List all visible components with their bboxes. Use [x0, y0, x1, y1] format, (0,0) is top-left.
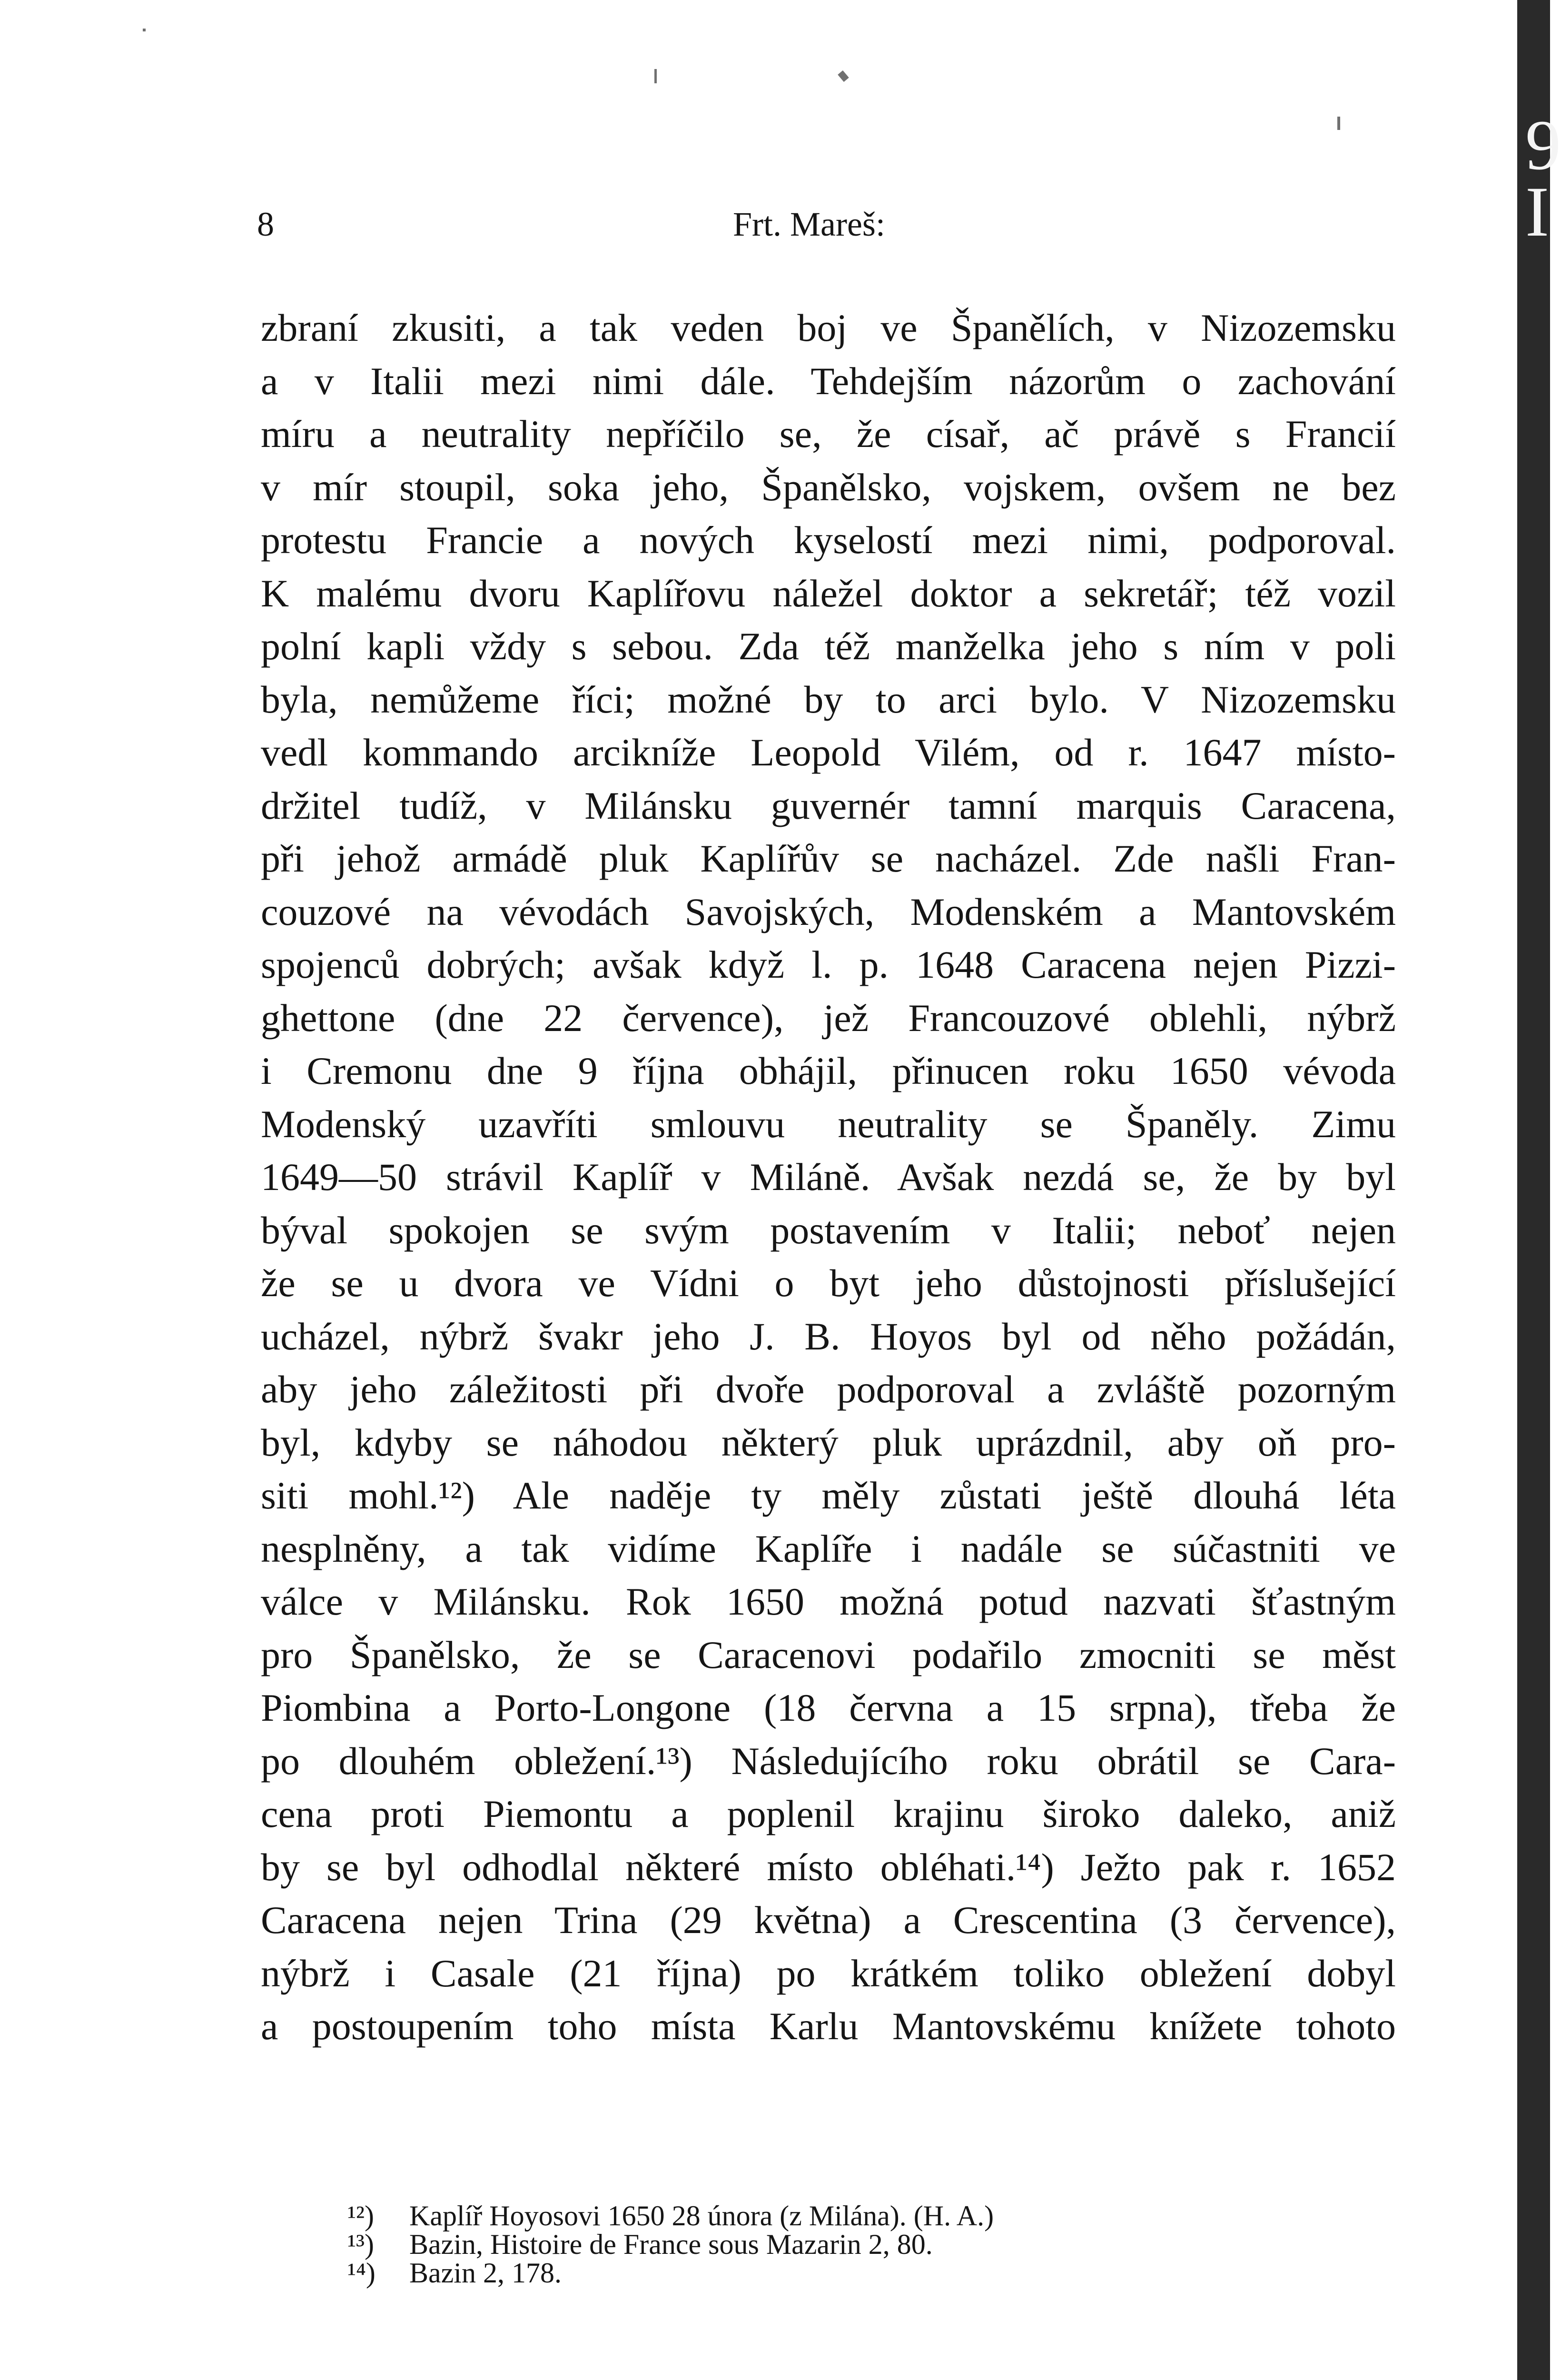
scan-speck	[143, 29, 146, 31]
footnote-text: Bazin, Histoire de France sous Mazarin 2, 80.	[409, 2229, 933, 2260]
body-text	[261, 301, 1396, 2053]
footnote	[347, 2259, 1394, 2287]
scan-speck	[1337, 117, 1340, 130]
page-number: 8	[257, 205, 274, 243]
footnote-mark: ¹⁴)	[347, 2257, 375, 2289]
footnote-text: Bazin 2, 178.	[409, 2257, 562, 2289]
text-line: aby jeho záležitosti při dvoře podporoval a zvláště pozorným	[261, 1368, 1396, 1411]
text-line: nýbrž i Casale (21 října) po krátkém toliko obležení dobyl	[261, 1951, 1396, 1995]
text-line: po dlouhém obležení.¹³) Následujícího roku obrátil se Cara-	[261, 1739, 1396, 1783]
footnote	[347, 2202, 1394, 2230]
scan-speck	[654, 69, 657, 83]
text-line: spojenců dobrých; avšak když l. p. 1648 Caracena nejen Pizzi-	[261, 943, 1396, 986]
text-line: a postoupením toho místa Karlu Mantovskému knížete tohoto	[261, 2004, 1396, 2048]
text-line: protestu Francie a nových kyselostí mezi nimi, podporoval.	[261, 518, 1396, 562]
text-line: při jehož armádě pluk Kaplířův se nacházel. Zde našli Fran-	[261, 837, 1396, 880]
text-line: i Cremonu dne 9 října obhájil, přinucen roku 1650 vévoda	[261, 1049, 1396, 1092]
text-line: Piombina a Porto-Longone (18 června a 15 srpna), třeba že	[261, 1686, 1396, 1729]
text-line: byla, nemůžeme říci; možné by to arci bylo. V Nizozemsku	[261, 677, 1396, 721]
text-line: v mír stoupil, soka jeho, Španělsko, vojskem, ovšem ne bez	[261, 465, 1396, 509]
footnote-mark: ¹³)	[347, 2229, 374, 2260]
footnote	[347, 2230, 1394, 2259]
text-line: 1649—50 strávil Kaplíř v Miláně. Avšak nezdá se, že by byl	[261, 1155, 1396, 1199]
scan-speck	[838, 70, 849, 82]
text-line: polní kapli vždy s sebou. Zda též manželka jeho s ním v poli	[261, 625, 1396, 668]
text-line: byl, kdyby se náhodou některý pluk uprázdnil, aby oň pro-	[261, 1420, 1396, 1464]
edge-glyph: 9	[1525, 106, 1561, 185]
running-title: Frt. Mareš:	[733, 205, 885, 243]
text-line: Caracena nejen Trina (29 května) a Crescentina (3 července),	[261, 1898, 1396, 1942]
page-header	[257, 205, 1399, 262]
text-line: nesplněny, a tak vidíme Kaplíře i nadále se súčastniti ve	[261, 1527, 1396, 1570]
text-line: couzové na vévodách Savojských, Modenském a Mantovském	[261, 890, 1396, 933]
footnotes	[347, 2202, 1394, 2287]
text-line: zbraní zkusiti, a tak veden boj ve Španělích, v Nizozemsku	[261, 306, 1396, 349]
text-line: cena proti Piemontu a poplenil krajinu široko daleko, aniž	[261, 1792, 1396, 1835]
text-line: držitel tudíž, v Milánsku guvernér tamní marquis Caracena,	[261, 783, 1396, 827]
adjacent-page-edge	[1517, 0, 1550, 2380]
text-line: Modenský uzavříti smlouvu neutrality se Španěly. Zimu	[261, 1102, 1396, 1146]
text-line: pro Španělsko, že se Caracenovi podařilo zmocniti se měst	[261, 1633, 1396, 1676]
text-line: K malému dvoru Kaplířovu náležel doktor a sekretář; též vozil	[261, 571, 1396, 615]
text-line: míru a neutrality nepříčilo se, že císař, ač právě s Francií	[261, 412, 1396, 456]
text-line: válce v Milánsku. Rok 1650 možná potud nazvati šťastným	[261, 1580, 1396, 1623]
text-line: ucházel, nýbrž švakr jeho J. B. Hoyos byl od něho požádán,	[261, 1314, 1396, 1358]
footnote-mark: ¹²)	[347, 2200, 374, 2231]
footnote-text: Kaplíř Hoyosovi 1650 28 února (z Milána). (H. A.)	[409, 2200, 994, 2231]
text-line: ghettone (dne 22 července), jež Francouzové oblehli, nýbrž	[261, 996, 1396, 1040]
text-line: siti mohl.¹²) Ale naděje ty měly zůstati ještě dlouhá léta	[261, 1474, 1396, 1517]
text-line: vedl kommando arcikníže Leopold Vilém, od r. 1647 místo-	[261, 731, 1396, 774]
text-line: že se u dvora ve Vídni o byt jeho důstojnosti příslušející	[261, 1261, 1396, 1305]
text-line: býval spokojen se svým postavením v Italii; neboť nejen	[261, 1208, 1396, 1252]
edge-glyph: I	[1525, 172, 1549, 251]
text-line: by se byl odhodlal některé místo obléhati.¹⁴) Ježto pak r. 1652	[261, 1845, 1396, 1889]
text-line: a v Italii mezi nimi dále. Tehdejším názorům o zachování	[261, 359, 1396, 403]
